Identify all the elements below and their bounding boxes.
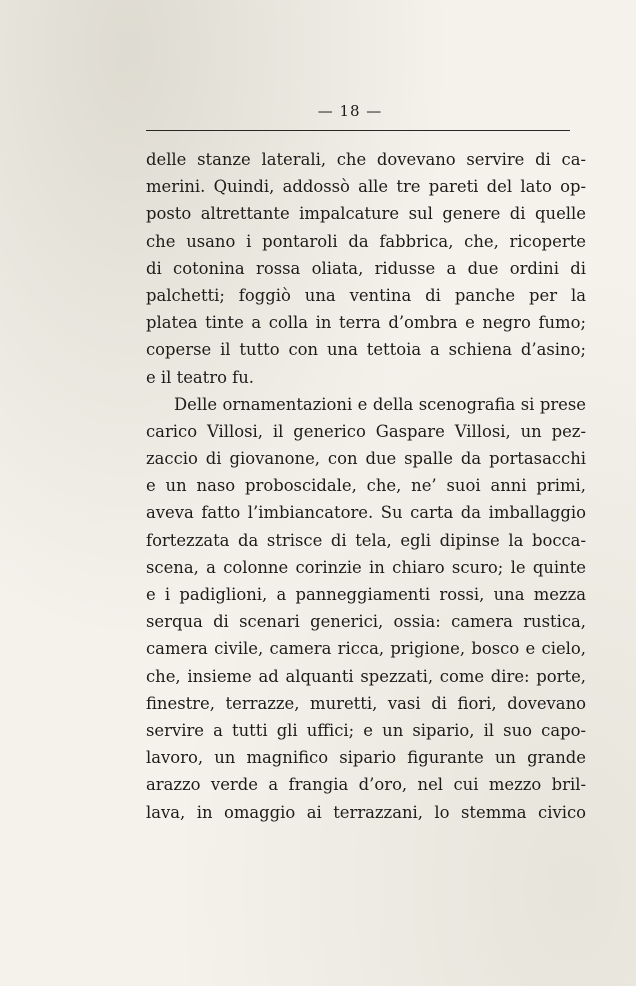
text-line: zaccio di giovanone, con due spalle da portasacchi — [146, 449, 586, 469]
text-line: camera civile, camera ricca, prigione, bosco e cielo, — [146, 639, 586, 659]
text-line: aveva fatto l’imbiancatore. Su carta da imballaggio — [146, 503, 586, 523]
text-line: serqua di scenari generici, ossia: camera rustica, — [146, 612, 586, 632]
text-line: platea tinte a colla in terra d’ombra e negro fumo; — [146, 313, 586, 333]
text-line: servire a tutti gli uffici; e un sipario, il suo capo- — [146, 720, 586, 740]
paragraph-end-line: e il teatro fu. — [146, 367, 254, 387]
paragraph-start-line: Delle ornamentazioni e della scenografia si prese — [174, 394, 586, 414]
text-line: che usano i pontaroli da fabbrica, che, ricoperte — [146, 231, 586, 251]
text-line: fortezzata da strisce di tela, egli dipinse la bocca- — [146, 530, 586, 550]
text-line: delle stanze laterali, che dovevano servire di ca- — [146, 150, 586, 169]
text-line: scena, a colonne corinzie in chiaro scuro; le quinte — [146, 557, 586, 577]
text-line: e i padiglioni, a panneggiamenti rossi, una mezza — [146, 585, 586, 604]
text-line: posto altrettante impalcature sul genere di quelle — [146, 204, 586, 224]
text-line: e un naso proboscidale, che, ne’ suoi anni primi, — [146, 476, 586, 496]
text-line: che, insieme ad alquanti spezzati, come dire: porte, — [146, 666, 586, 686]
text-line: arazzo verde a frangia d’oro, nel cui mezzo bril- — [146, 775, 586, 795]
header-rule — [146, 130, 570, 131]
text-line: merini. Quindi, addossò alle tre pareti del lato op- — [146, 177, 586, 197]
text-line: lava, in omaggio ai terrazzani, lo stemma civico — [146, 802, 586, 822]
text-line: palchetti; foggiò una ventina di panche per la — [146, 285, 586, 305]
text-line: lavoro, un magnifico sipario figurante un grande — [146, 748, 586, 768]
text-line: coperse il tutto con una tettoia a schiena d’asino; — [146, 340, 586, 360]
text-line: di cotonina rossa oliata, ridusse a due ordini di — [146, 258, 586, 278]
text-line: finestre, terrazze, muretti, vasi di fiori, dovevano — [146, 693, 586, 713]
body-text — [146, 146, 586, 826]
page-number: — 18 — — [317, 102, 383, 120]
text-line: carico Villosi, il generico Gaspare Villosi, un pez- — [146, 421, 586, 441]
